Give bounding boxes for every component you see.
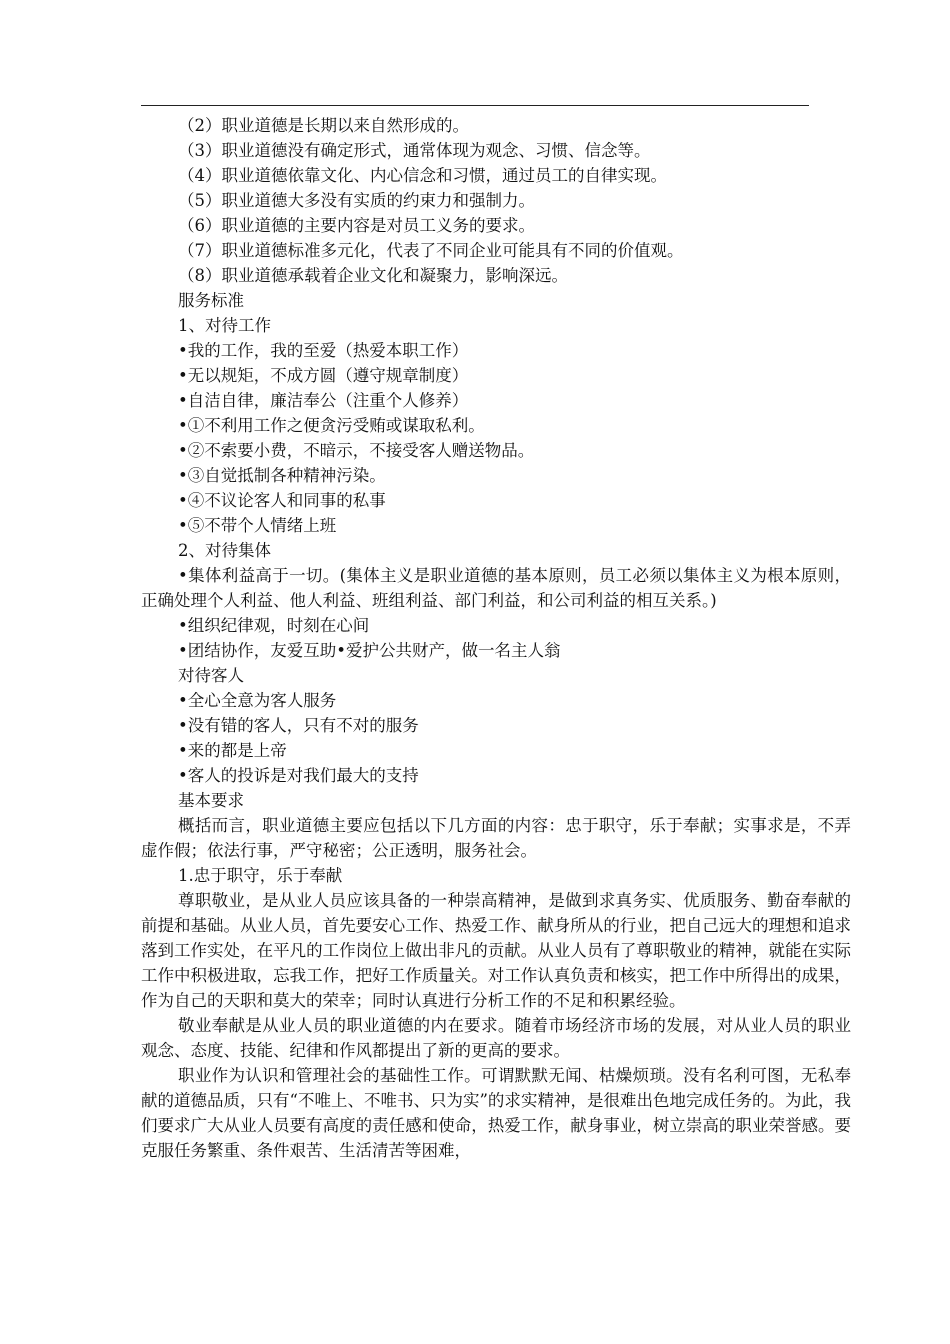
document-body [141,113,851,1163]
bullet-work-3: •自洁自律，廉洁奉公（注重个人修养） [178,391,469,410]
bullet-guests-3: •来的都是上帝 [178,741,287,760]
bullet-work-2: •无以规矩，不成方圆（遵守规章制度） [178,366,469,385]
paragraph-collective: •集体利益高于一切。(集体主义是职业道德的基本原则，员工必须以集体主义为根本原则，正确处理个人利益、他人利益、班组利益、部门利益，和公司利益的相互关系。) [141,566,851,610]
item-8: （8）职业道德承载着企业文化和凝聚力，影响深远。 [178,266,568,285]
header-rule [141,105,809,106]
paragraph-requirement: 敬业奉献是从业人员的职业道德的内在要求。随着市场经济市场的发展，对从业人员的职业观念、态度、技能、纪律和作风都提出了新的更高的要求。 [141,1016,851,1060]
bullet-work-5: •②不索要小费，不暗示，不接受客人赠送物品。 [178,441,535,460]
heading-loyalty: 1.忠于职守，乐于奉献 [178,866,343,885]
paragraph-dedication: 尊职敬业，是从业人员应该具备的一种崇高精神，是做到求真务实、优质服务、勤奋奉献的前提和基础。从业人员，首先要安心工作、热爱工作、献身所从的行业，把自己远大的理想和追求落到工作实处，在平凡的工作岗位上做出非凡的贡献。从业人员有了尊职敬业的精神，就能在实际工作中积极进取，忘我工作，把好工作质量关。对工作认真负责和核实，把工作中所得出的成果，作为自己的天职和莫大的荣幸；同时认真进行分析工作的不足和积累经验。 [141,891,851,1010]
bullet-work-1: •我的工作，我的至爱（热爱本职工作） [178,341,469,360]
item-2: （2）职业道德是长期以来自然形成的。 [178,116,469,135]
bullet-work-6: •③自觉抵制各种精神污染。 [178,466,386,485]
bullet-work-8: •⑤不带个人情绪上班 [178,516,337,535]
bullet-guests-1: •全心全意为客人服务 [178,691,337,710]
subheading-collective: 2、对待集体 [178,541,271,560]
item-7: （7）职业道德标准多元化，代表了不同企业可能具有不同的价值观。 [178,241,684,260]
bullet-guests-2: •没有错的客人，只有不对的服务 [178,716,419,735]
item-4: （4）职业道德依靠文化、内心信念和习惯，通过员工的自律实现。 [178,166,667,185]
section-heading-basic-requirements: 基本要求 [178,791,244,810]
subheading-work: 1、对待工作 [178,316,271,335]
paragraph-summary: 概括而言，职业道德主要应包括以下几方面的内容：忠于职守，乐于奉献；实事求是，不弄虚作假；依法行事，严守秘密；公正透明，服务社会。 [141,816,851,860]
bullet-guests-4: •客人的投诉是对我们最大的支持 [178,766,419,785]
bullet-collective-3: •团结协作，友爱互助•爱护公共财产，做一名主人翁 [178,641,561,660]
subheading-guests: 对待客人 [178,666,244,685]
item-5: （5）职业道德大多没有实质的约束力和强制力。 [178,191,535,210]
item-6: （6）职业道德的主要内容是对员工义务的要求。 [178,216,535,235]
section-heading-service-standards: 服务标准 [178,291,244,310]
bullet-work-4: •①不利用工作之便贪污受贿或谋取私利。 [178,416,485,435]
paragraph-social-work: 职业作为认识和管理社会的基础性工作。可谓默默无闻、枯燥烦琐。没有名利可图，无私奉献的道德品质，只有“不唯上、不唯书、只为实”的求实精神，是很难出色地完成任务的。为此，我们要求广大从业人员要有高度的责任感和使命，热爱工作，献身事业，树立崇高的职业荣誉感。要克服任务繁重、条件艰苦、生活清苦等困难， [141,1066,851,1160]
bullet-work-7: •④不议论客人和同事的私事 [178,491,386,510]
item-3: （3）职业道德没有确定形式，通常体现为观念、习惯、信念等。 [178,141,651,160]
bullet-collective-2: •组织纪律观，时刻在心间 [178,616,370,635]
